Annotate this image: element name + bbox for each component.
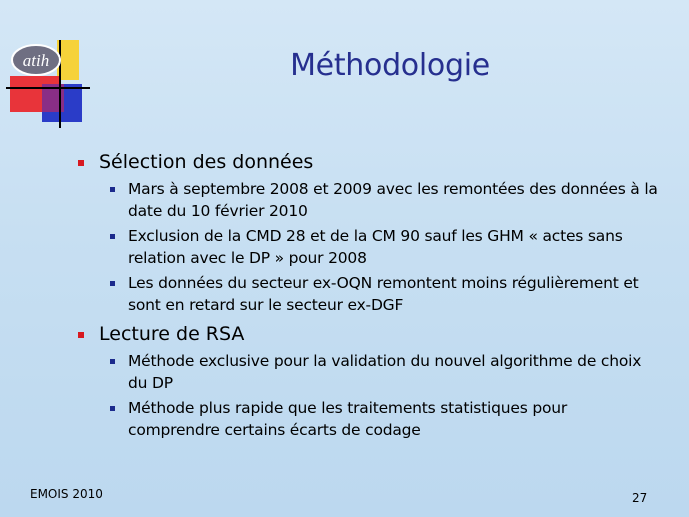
list-item-text: Mars à septembre 2008 et 2009 avec les remontées des données à la date du 10 février 2010 (128, 180, 658, 220)
page-number: 27 (632, 491, 648, 505)
blue-square-bullet-icon (110, 234, 115, 239)
list-item-text: Les données du secteur ex-OQN remontent moins régulièrement et sont en retard sur le secteur ex-DGF (128, 274, 639, 314)
blue-square-bullet-icon (110, 281, 115, 286)
section-heading (78, 150, 658, 174)
list-item (110, 178, 658, 222)
red-square-bullet-icon (78, 160, 84, 166)
list-item (110, 397, 658, 441)
slide-content (78, 150, 658, 441)
atih-logo (0, 0, 110, 130)
red-square-bullet-icon (78, 332, 84, 338)
footer-event-label: EMOIS 2010 (30, 487, 103, 501)
list-item-text: Exclusion de la CMD 28 et de la CM 90 sauf les GHM « actes sans relation avec le DP » pour 2008 (128, 227, 623, 267)
list-item (110, 272, 658, 316)
list-item (110, 350, 658, 394)
section-heading (78, 322, 658, 346)
slide-title: Méthodologie (290, 48, 490, 83)
blue-square-bullet-icon (110, 359, 115, 364)
blue-square-bullet-icon (110, 406, 115, 411)
list-item-text: Méthode exclusive pour la validation du nouvel algorithme de choix du DP (128, 352, 642, 392)
section-heading-text: Sélection des données (99, 151, 314, 173)
section-heading-text: Lecture de RSA (99, 323, 245, 345)
logo-text: atih (22, 51, 50, 70)
list-item-text: Méthode plus rapide que les traitements statistiques pour comprendre certains écarts de codage (128, 399, 568, 439)
list-item (110, 225, 658, 269)
blue-square-bullet-icon (110, 187, 115, 192)
atih-logo-graphic (0, 0, 110, 130)
